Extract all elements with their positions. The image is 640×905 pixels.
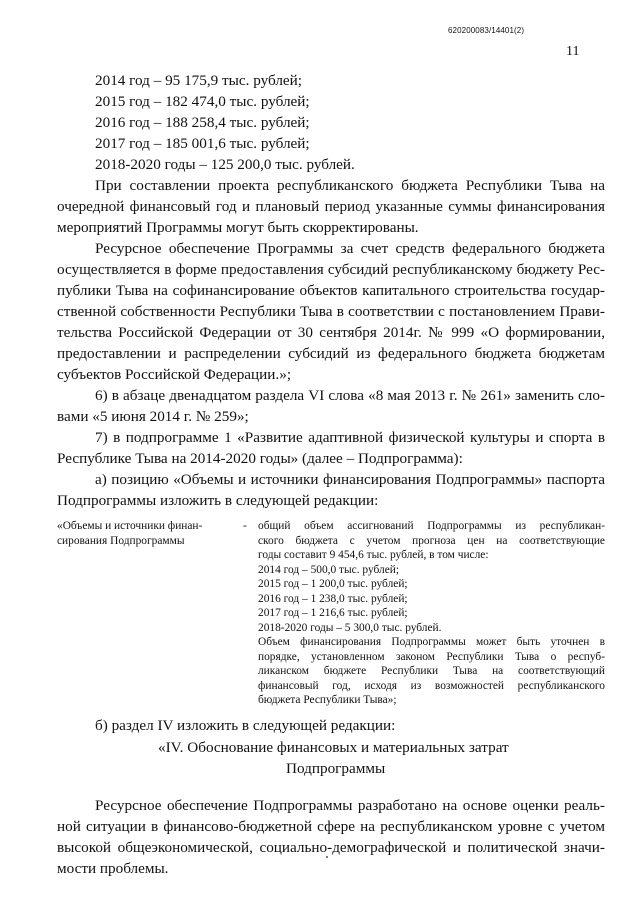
item-6-line: 6) в абзаце двенадцатом раздела VI слова «8 мая 2013 г. № 261» заменить сло- [95, 387, 605, 404]
table-right-line: Объем финансирования Подпрограммы может быть уточнен в [258, 636, 605, 648]
item-7-line: Республике Тыва на 2014-2020 годы» (далее – Подпрограмма): [57, 450, 463, 467]
table-right-line: 2018-2020 годы – 5 300,0 тыс. рублей. [258, 621, 442, 634]
funding-line: 2017 год – 185 001,6 тыс. рублей; [95, 135, 310, 152]
paragraph-line: тельства Российской Федерации от 30 сентября 2014г. № 999 «О формировании, [57, 324, 605, 341]
funding-line: 2015 год – 182 474,0 тыс. рублей; [95, 93, 310, 110]
page-number: 11 [566, 44, 580, 59]
paragraph-line: ной ситуации в финансово-бюджетной сфере на республиканском уровне с учетом [57, 818, 605, 835]
paragraph-line: При составлении проекта республиканского бюджета Республики Тыва на [95, 177, 605, 194]
table-right-line: финансовый год, исходя из возможностей республиканского [258, 679, 605, 692]
table-left-label: «Объемы и источники финан- [57, 520, 203, 532]
item-b-line: б) раздел IV изложить в следующей редакции: [95, 717, 396, 734]
table-right-line: 2017 год – 1 216,6 тыс. рублей; [258, 607, 408, 619]
paragraph-line: осуществляется в форме предоставления субсидий республиканскому бюджету Рес- [57, 261, 605, 278]
paragraph-line: Ресурсное обеспечение Программы за счет средств федерального бюджета [95, 240, 605, 257]
table-left-label: сирования Подпрограммы [57, 534, 185, 547]
paragraph-line: Ресурсное обеспечение Подпрограммы разработано на основе оценки реаль- [95, 797, 605, 814]
paragraph-line: мероприятий Программы могут быть скорректированы. [57, 219, 419, 236]
item-6-line: вами «5 июня 2014 г. № 259»; [57, 408, 249, 425]
item-a-line: Подпрограммы изложить в следующей редакции: [57, 492, 379, 509]
paragraph-line: мости проблемы. [57, 860, 169, 877]
paragraph-line: предоставлении и распределении субсидий из федерального бюджета бюджетам [57, 345, 605, 362]
item-a-line: а) позицию «Объемы и источники финансирования Подпрограммы» паспорта [95, 471, 605, 488]
section-title: Подпрограммы [286, 760, 386, 777]
table-right-line: бюджета Республики Тыва»; [258, 694, 397, 706]
document-code: 620200083/14401(2) [448, 26, 525, 35]
table-right-line: порядке, установленном законом Республики Тыва о респуб- [258, 650, 605, 663]
funding-line: 2018-2020 годы – 125 200,0 тыс. рублей. [95, 156, 355, 173]
paragraph-line: публики Тыва на софинансирование объектов капитального строительства государ- [57, 282, 605, 299]
table-right-line: 2016 год – 1 238,0 тыс. рублей; [258, 592, 408, 605]
scan-speck [326, 856, 328, 858]
section-title: «IV. Обоснование финансовых и материальных затрат [158, 739, 509, 756]
funding-line: 2014 год – 95 175,9 тыс. рублей; [95, 72, 303, 89]
funding-line: 2016 год – 188 258,4 тыс. рублей; [95, 114, 310, 131]
table-right-line: общий объем ассигнований Подпрограммы из республикан- [258, 520, 605, 532]
table-right-line: 2014 год – 500,0 тыс. рублей; [258, 563, 400, 576]
table-right-line: ского бюджета с учетом прогноза цен на соответствующие [258, 534, 605, 547]
item-7-line: 7) в подпрограмме 1 «Развитие адаптивной физической культуры и спорта в [95, 429, 605, 446]
table-right-line: годы составит 9 454,6 тыс. рублей, в том числе: [258, 549, 489, 561]
table-right-line: 2015 год – 1 200,0 тыс. рублей; [258, 578, 408, 590]
table-right-line: ликанском бюджете Республики Тыва на соответствующий [258, 665, 605, 677]
table-dash: - [243, 520, 247, 532]
paragraph-line: ственной собственности Республики Тыва в соответствии с постановлением Прави- [57, 303, 605, 320]
paragraph-line: субъектов Российской Федерации.»; [57, 366, 292, 383]
paragraph-line: очередной финансовый год и плановый период указанные суммы финансирования [57, 198, 605, 215]
paragraph-line: высокой общеэкономической, социально-демографической и политической значи- [57, 839, 605, 856]
